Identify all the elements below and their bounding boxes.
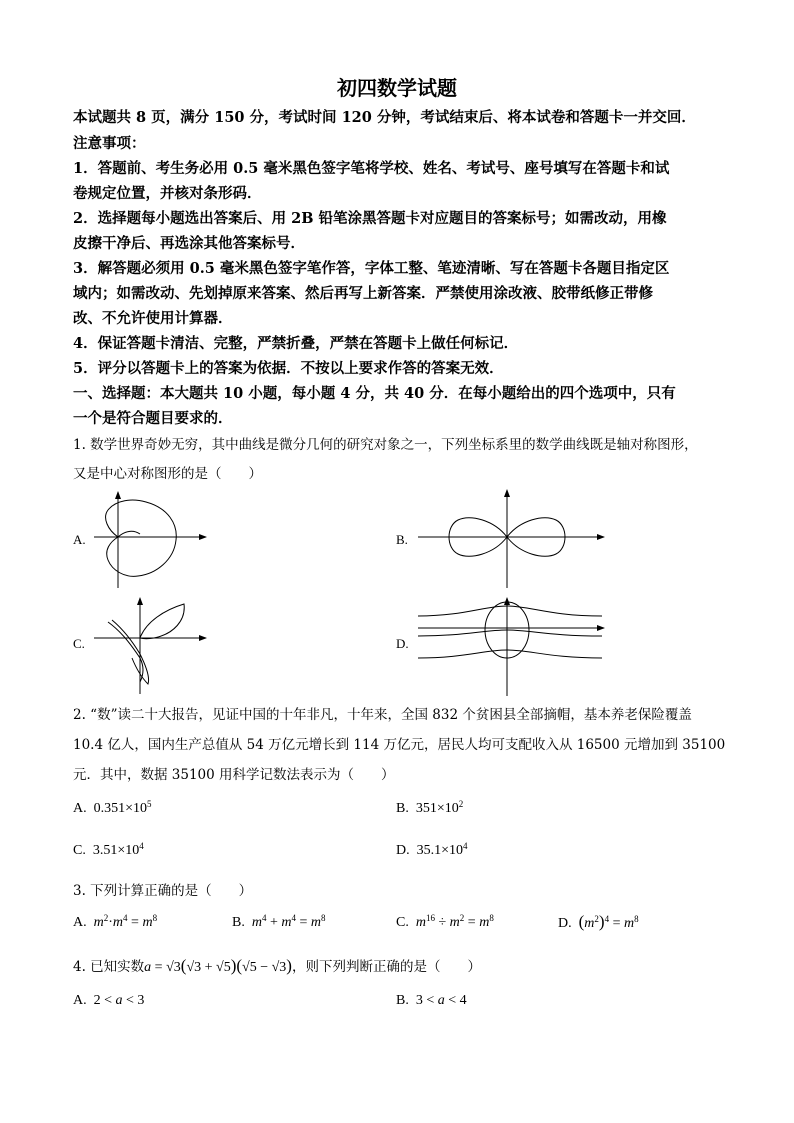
q1-option-c-label: C. bbox=[73, 636, 85, 651]
q4-expression: a = √3(√3 + √5)(√5 − √3) bbox=[144, 956, 292, 975]
option-label: D. bbox=[396, 843, 410, 858]
note-line: 5．评分以答题卡上的答案为依据．不按以上要求作答的答案无效． bbox=[73, 360, 504, 377]
q1-stem: 1. 数学世界奇妙无穷，其中曲线是微分几何的研究对象之一，下列坐标系里的数学曲线既是轴对称图形， bbox=[73, 437, 698, 453]
note-line: 改、不允许使用计算器． bbox=[73, 310, 233, 327]
q3-option-b: B. $m^4 + m^4 = m^8$ bbox=[232, 913, 326, 930]
note-line: 域内；如需改动、先划掉原来答案、然后再写上新答案．严禁使用涂改液、胶带纸修正带修 bbox=[73, 285, 653, 302]
note-line: 2．选择题每小题选出答案后、用 2B 铅笔涂黑答题卡对应题目的答案标号；如需改动，用橡 bbox=[73, 210, 667, 227]
option-label: C. bbox=[73, 843, 86, 858]
q2-stem-cont: 10.4 亿人，国内生产总值从 54 万亿元增长到 114 万亿元，居民人均可支配收入从 16500 元增加到 35100 bbox=[73, 737, 726, 753]
option-value: 3.51×10 bbox=[92, 843, 140, 858]
figure-b bbox=[414, 486, 610, 590]
note-line: 3．解答题必须用 0.5 毫米黑色签字笔作答，字体工整、笔迹清晰、写在答题卡各题目指定区 bbox=[73, 260, 670, 277]
folium-leaf bbox=[140, 604, 184, 639]
section-heading: 一、选择题：本大题共 10 小题，每小题 4 分，共 40 分．在每小题给出的四个选项中，只有 bbox=[73, 385, 676, 402]
page-title: 初四数学试题 bbox=[337, 76, 457, 100]
option-label: A. bbox=[73, 993, 87, 1008]
q1-option-b-label: B. bbox=[396, 532, 408, 547]
note-line: 1．答题前、考生务必用 0.5 毫米黑色签字笔将学校、姓名、考试号、座号填写在答题卡和试 bbox=[73, 160, 670, 177]
option-exponent: 2 bbox=[458, 799, 464, 809]
q4-stem bbox=[73, 955, 481, 976]
figure-d bbox=[414, 594, 610, 698]
lower-curve bbox=[418, 650, 602, 658]
note-line: 4．保证答题卡清洁、完整，严禁折叠，严禁在答题卡上做任何标记． bbox=[73, 335, 519, 352]
option-label: B. bbox=[396, 993, 409, 1008]
middle-curve bbox=[418, 630, 602, 636]
asymptote-branch bbox=[108, 622, 143, 682]
option-label: C. bbox=[396, 915, 409, 930]
cardioid-curve bbox=[106, 500, 177, 576]
option-label: A. bbox=[73, 915, 87, 930]
option-value: 351×10 bbox=[415, 801, 459, 816]
q3-option-a: A. $m^2\cdot m^4 = m^8$ bbox=[73, 913, 158, 930]
option-value: 35.1×10 bbox=[416, 843, 464, 858]
q1-option-a-label: A. bbox=[73, 532, 86, 547]
q3-option-c: C. $m^{16} \div m^2 = m^8$ bbox=[396, 913, 494, 930]
figure-a bbox=[88, 488, 212, 592]
q4-option-a: A. 2 < a < 3 bbox=[73, 993, 145, 1008]
option-value: 0.351×10 bbox=[93, 801, 148, 816]
q4-stem-prefix: 4. 已知实数 bbox=[73, 959, 145, 975]
q2-option-d bbox=[396, 843, 468, 859]
q4-option-b: B. 3 < a < 4 bbox=[396, 993, 467, 1008]
option-label: B. bbox=[232, 915, 245, 930]
figure-c bbox=[88, 594, 212, 698]
q2-stem-cont: 元．其中，数据 35100 用科学记数法表示为（ ） bbox=[73, 767, 395, 783]
option-exponent: 4 bbox=[139, 841, 144, 851]
section-heading-cont: 一个是符合题目要求的． bbox=[73, 410, 233, 427]
option-exponent: 4 bbox=[463, 841, 468, 851]
q2-option-a bbox=[73, 801, 152, 817]
q3-stem: 3. 下列计算正确的是（ ） bbox=[73, 883, 253, 899]
inner-loop bbox=[118, 531, 140, 537]
q1-stem-cont: 又是中心对称图形的是（ ） bbox=[73, 466, 262, 482]
option-label: D. bbox=[558, 916, 572, 931]
q1-option-d-label: D. bbox=[396, 636, 409, 651]
q4-stem-suffix: ，则下列判断正确的是（ ） bbox=[291, 959, 481, 975]
option-label: B. bbox=[396, 801, 409, 816]
q2-option-b bbox=[396, 801, 463, 817]
option-exponent: 5 bbox=[147, 799, 152, 809]
note-line: 卷规定位置，并核对条形码． bbox=[73, 185, 262, 202]
upper-curve bbox=[418, 606, 602, 616]
q3-option-d: D. $(m^2)^4 = m^8$ bbox=[558, 912, 639, 931]
option-label: A. bbox=[73, 801, 87, 816]
intro-line: 本试题共 8 页，满分 150 分，考试时间 120 分钟，考试结束后、将本试卷和答题卡一并交回． bbox=[73, 109, 696, 126]
note-line: 皮擦干净后、再选涂其他答案标号． bbox=[73, 235, 305, 252]
notice-heading: 注意事项： bbox=[73, 135, 146, 152]
q2-option-c bbox=[73, 843, 144, 859]
q2-stem: 2. “数”读二十大报告，见证中国的十年非凡，十年来，全国 832 个贫困县全部摘帽，基本养老保险覆盖 bbox=[73, 707, 692, 723]
